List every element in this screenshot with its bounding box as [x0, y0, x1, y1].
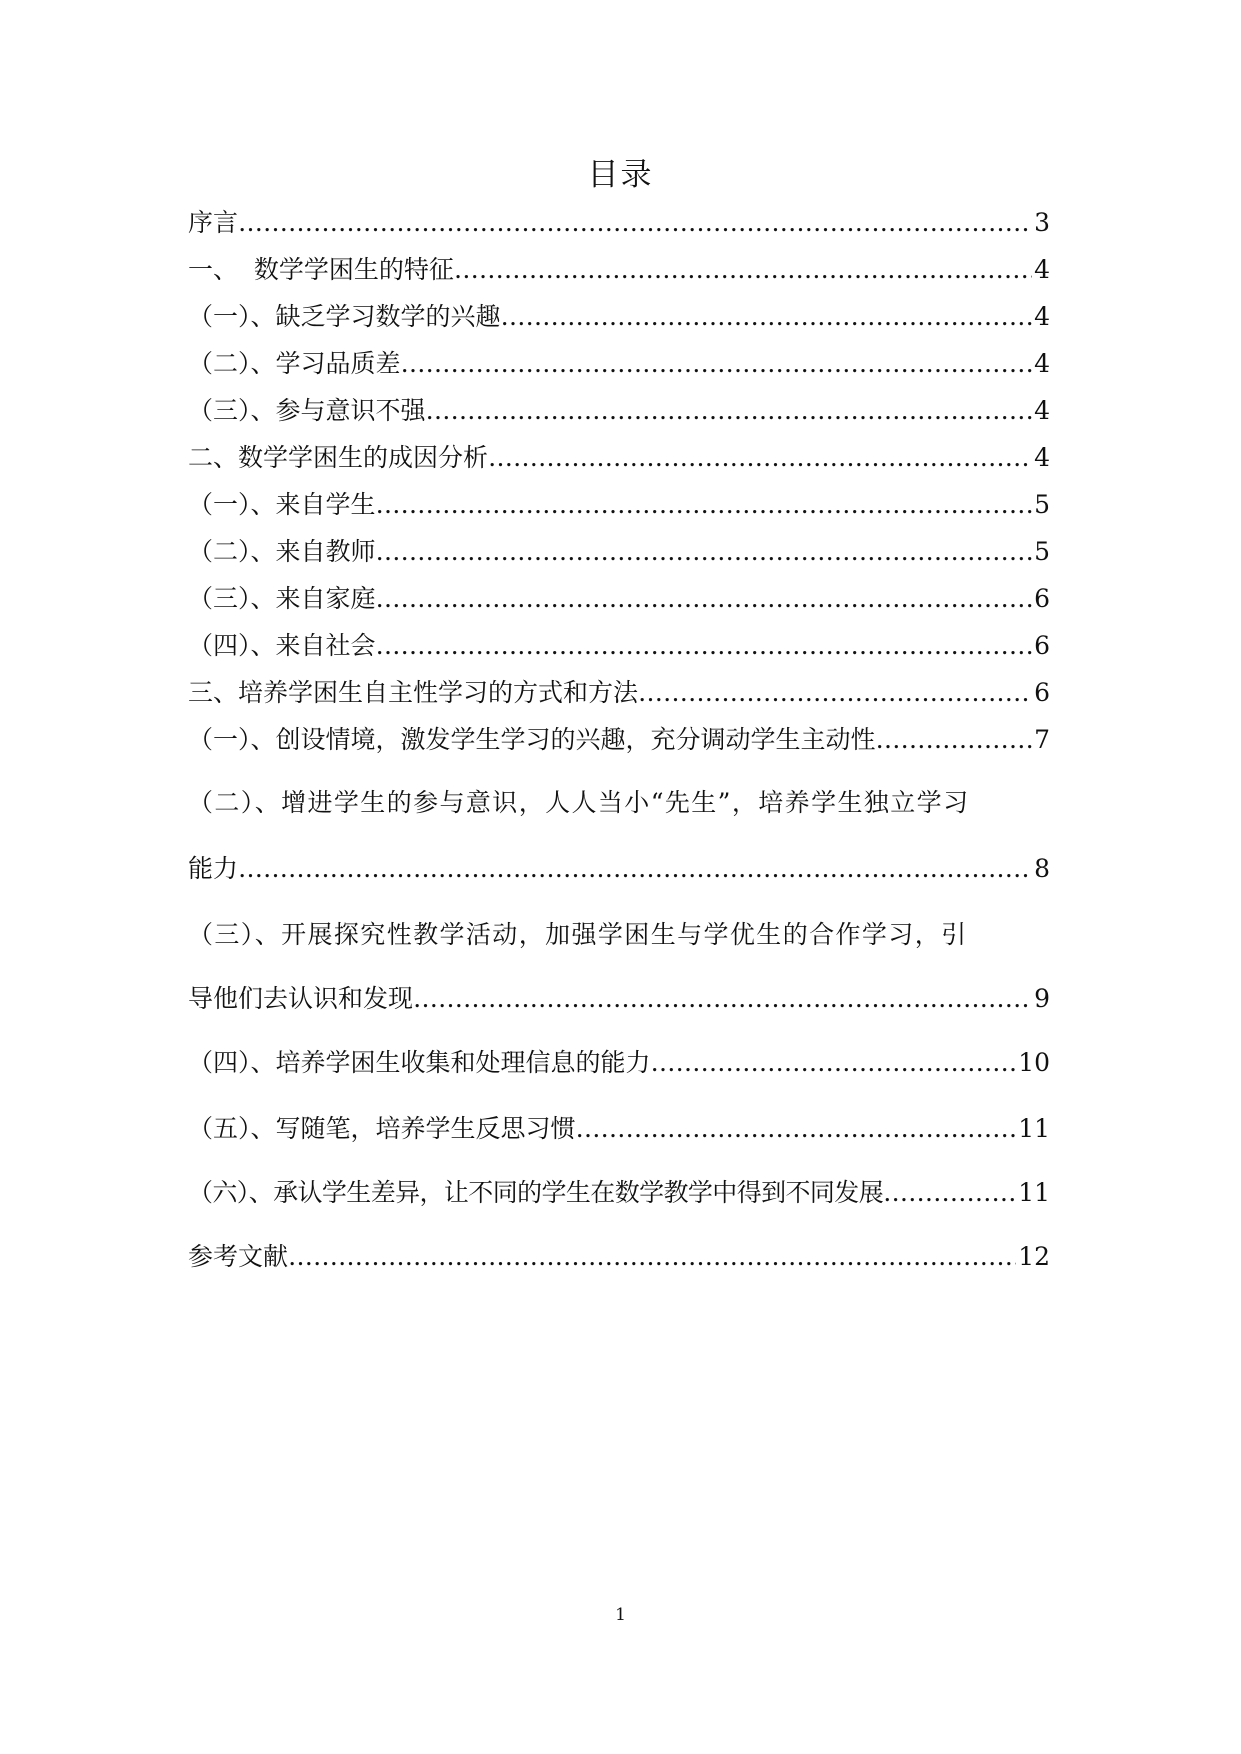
- toc-entry-label: 一、 数学学困生的特征: [188, 255, 454, 284]
- toc-entry[interactable]: [188, 441, 1050, 475]
- page-number: 1: [615, 1605, 626, 1625]
- toc-entry-label: 序言: [188, 208, 239, 237]
- toc-entry[interactable]: [188, 1176, 1050, 1210]
- toc-leader-dots: [238, 852, 1032, 886]
- toc-entry[interactable]: [188, 1240, 1050, 1274]
- toc-entry-label: （三）、参与意识不强: [188, 396, 426, 425]
- toc-entry-label: 导他们去认识和发现: [188, 984, 414, 1013]
- toc-entry[interactable]: [188, 394, 1050, 428]
- toc-entry-page: 5: [1034, 537, 1050, 566]
- toc-entry[interactable]: [188, 253, 1050, 287]
- toc-leader-dots: [413, 982, 1032, 1016]
- toc-entry[interactable]: [188, 629, 1050, 663]
- toc-entry-label: （六）、承认学生差异，让不同的学生在数学教学中得到不同发展: [188, 1178, 884, 1207]
- toc-entry-page: 4: [1034, 255, 1050, 284]
- toc-entry[interactable]: [188, 1046, 1050, 1080]
- toc-entry-label: （二）、学习品质差: [188, 349, 401, 378]
- toc-entry[interactable]: [188, 347, 1050, 381]
- toc-entry-page: 7: [1034, 725, 1050, 754]
- toc-entry-page: 4: [1034, 349, 1050, 378]
- toc-entry[interactable]: [188, 1112, 1050, 1146]
- toc-entry-label: （三）、来自家庭: [188, 584, 376, 613]
- toc-leader-dots: [638, 676, 1032, 710]
- toc-entry-page: 6: [1034, 631, 1050, 660]
- toc-leader-dots: [376, 535, 1033, 569]
- toc-entry-page: 5: [1034, 490, 1050, 519]
- toc-leader-dots: [651, 1046, 1017, 1080]
- toc-leader-dots: [376, 488, 1033, 522]
- toc-entry-page: 3: [1034, 208, 1050, 237]
- toc-entry-wrapped[interactable]: [188, 918, 1050, 952]
- toc-entry-label: 三、培养学困生自主性学习的方式和方法: [188, 678, 639, 707]
- toc-entry-label: （一）、缺乏学习数学的兴趣: [188, 302, 501, 331]
- toc-leader-dots: [426, 394, 1033, 428]
- toc-entry[interactable]: [188, 982, 1050, 1016]
- toc-entry-page: 9: [1034, 984, 1050, 1013]
- toc-entry[interactable]: [188, 535, 1050, 569]
- toc-leader-dots: [238, 206, 1032, 240]
- toc-entry-label: （二）、来自教师: [188, 537, 376, 566]
- toc-entry[interactable]: [188, 300, 1050, 334]
- toc-leader-dots: [876, 723, 1033, 757]
- toc-entry-label: （三）、开展探究性教学活动，加强学困生与学优生的合作学习，引: [188, 920, 968, 949]
- toc-entry-label: （二）、增进学生的参与意识，人人当小“先生”，培养学生独立学习: [188, 788, 970, 817]
- toc-leader-dots: [401, 347, 1033, 381]
- toc-entry-page: 8: [1034, 854, 1050, 883]
- toc-entry[interactable]: [188, 676, 1050, 710]
- toc-title: 目录: [587, 157, 654, 193]
- toc-leader-dots: [488, 441, 1032, 475]
- toc-entry[interactable]: [188, 723, 1050, 757]
- toc-leader-dots: [883, 1176, 1016, 1210]
- toc-leader-dots: [576, 1112, 1017, 1146]
- toc-leader-dots: [454, 253, 1032, 287]
- toc-entry[interactable]: [188, 488, 1050, 522]
- toc-entry[interactable]: [188, 206, 1050, 240]
- toc-entry[interactable]: [188, 582, 1050, 616]
- toc-entry-label: 能力: [188, 854, 239, 883]
- toc-entry-page: 12: [1018, 1242, 1050, 1271]
- toc-entry-label: （五）、写随笔，培养学生反思习惯: [188, 1114, 576, 1143]
- toc-entry-page: 10: [1018, 1048, 1050, 1077]
- toc-entry-page: 6: [1034, 678, 1050, 707]
- toc-entry-label: （四）、培养学困生收集和处理信息的能力: [188, 1048, 651, 1077]
- toc-entry-label: （一）、创设情境，激发学生学习的兴趣，充分调动学生主动性: [188, 725, 876, 754]
- toc-entry-page: 11: [1018, 1178, 1050, 1207]
- toc-entry-page: 4: [1034, 396, 1050, 425]
- toc-entry-label: （一）、来自学生: [188, 490, 376, 519]
- toc-entry-page: 4: [1034, 443, 1050, 472]
- toc-leader-dots: [288, 1240, 1016, 1274]
- toc-entry-wrapped[interactable]: [188, 786, 1050, 820]
- toc-entry-page: 11: [1018, 1114, 1050, 1143]
- toc-leader-dots: [376, 629, 1033, 663]
- toc-entry-label: （四）、来自社会: [188, 631, 376, 660]
- toc-entry-label: 二、数学学困生的成因分析: [188, 443, 489, 472]
- toc-entry[interactable]: [188, 852, 1050, 886]
- toc-leader-dots: [376, 582, 1033, 616]
- toc-entry-label: 参考文献: [188, 1242, 289, 1271]
- toc-entry-page: 6: [1034, 584, 1050, 613]
- toc-leader-dots: [501, 300, 1033, 334]
- toc-entry-page: 4: [1034, 302, 1050, 331]
